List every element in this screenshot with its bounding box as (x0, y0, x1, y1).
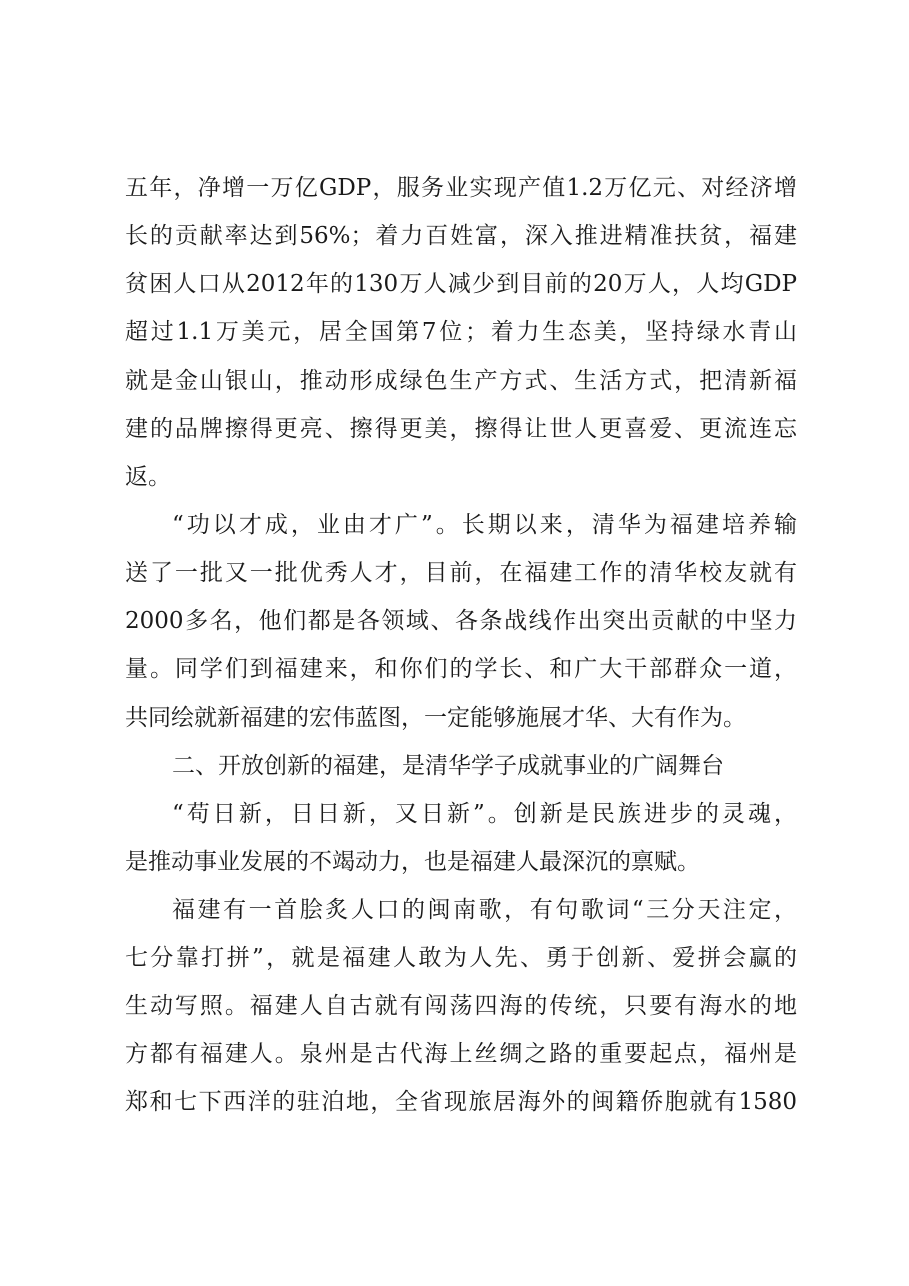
paragraph-line: 共同绘就新福建的宏伟蓝图，一定能够施展才华、大有作为。 (125, 705, 746, 731)
paragraph-line: 长的贡献率达到56%；着力百姓富，深入推进精准扶贫，福建 (125, 223, 797, 249)
paragraph-line: 送了一批又一批优秀人才，目前，在福建工作的清华校友就有 (125, 560, 797, 586)
paragraph-line: 建的品牌擦得更亮、擦得更美，擦得让世人更喜爱、更流连忘 (125, 416, 797, 442)
paragraph-line: 量。同学们到福建来，和你们的学长、和广大干部群众一道， (125, 656, 797, 682)
paragraph-line: 贫困人口从2012年的130万人减少到目前的20万人，人均GDP (125, 271, 797, 297)
paragraph-first-line: 福建有一首脍炙人口的闽南歌，有句歌词“三分天注定， (172, 897, 797, 923)
section-heading: 二、开放创新的福建，是清华学子成就事业的广阔舞台 (172, 753, 724, 779)
paragraph-line: 超过1.1万美元，居全国第7位；着力生态美，坚持绿水青山 (125, 319, 797, 345)
paragraph-line: 是推动事业发展的不竭动力，也是福建人最深沉的禀赋。 (125, 849, 700, 875)
paragraph-line: 2000多名，他们都是各领域、各条战线作出突出贡献的中坚力 (125, 608, 797, 634)
paragraph-first-line: “苟日新，日日新，又日新”。创新是民族进步的灵魂， (172, 801, 797, 827)
paragraph-line: 郑和七下西洋的驻泊地，全省现旅居海外的闽籍侨胞就有1580 (125, 1089, 797, 1115)
paragraph-line: 生动写照。福建人自古就有闯荡四海的传统，只要有海水的地 (125, 993, 797, 1019)
paragraph-first-line: “功以才成，业由才广”。长期以来，清华为福建培养输 (172, 512, 797, 538)
paragraph-line: 方都有福建人。泉州是古代海上丝绸之路的重要起点，福州是 (125, 1041, 797, 1067)
paragraph-line: 五年，净增一万亿GDP，服务业实现产值1.2万亿元、对经济增 (125, 175, 797, 201)
paragraph-line: 就是金山银山，推动形成绿色生产方式、生活方式，把清新福 (125, 368, 797, 394)
paragraph-line: 七分靠打拼”，就是福建人敢为人先、勇于创新、爱拼会赢的 (125, 945, 797, 971)
paragraph-line: 返。 (125, 464, 171, 490)
